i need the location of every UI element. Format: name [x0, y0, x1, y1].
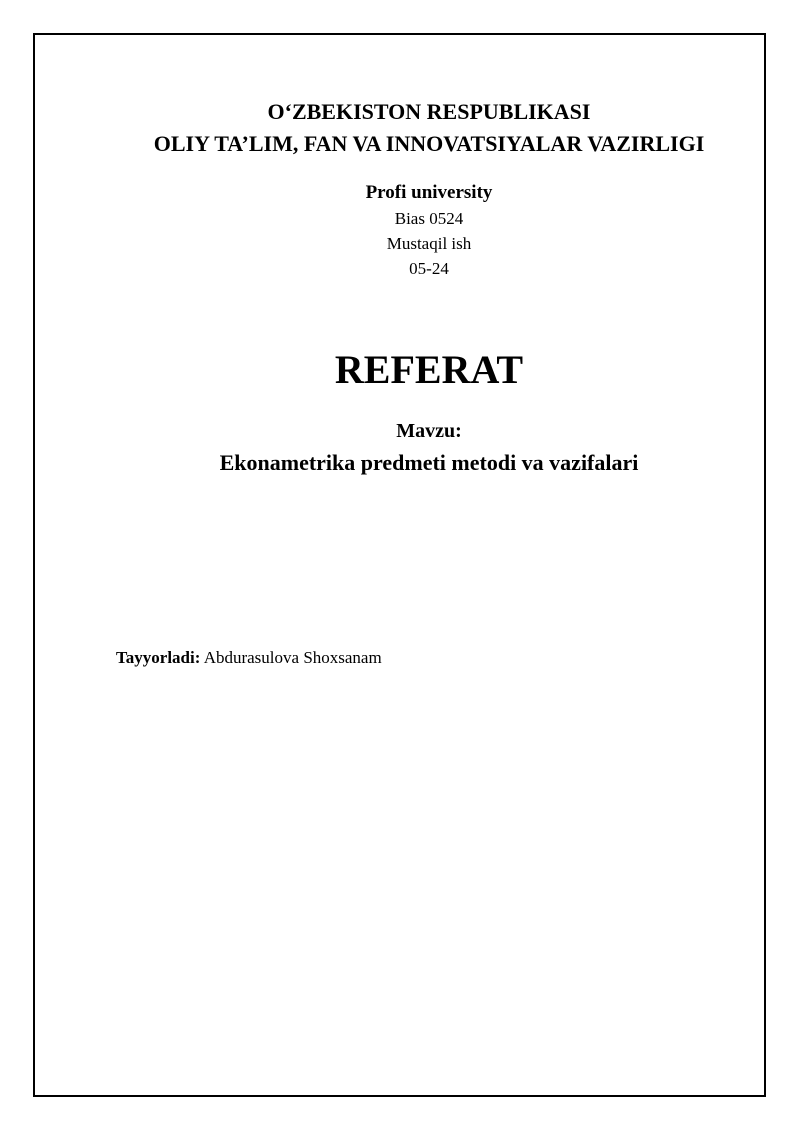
- ministry-heading: OLIY TA’LIM, FAN VA INNOVATSIYALAR VAZIRLIGI: [153, 131, 705, 156]
- group-code: 05-24: [409, 259, 449, 278]
- author-label: Tayyorladi:: [116, 648, 201, 667]
- work-type: Mustaqil ish: [386, 234, 472, 253]
- document-title: REFERAT: [334, 347, 524, 392]
- country-heading: O‘ZBEKISTON RESPUBLIKASI: [267, 99, 591, 124]
- institution-name: Profi university: [365, 182, 493, 203]
- topic-title: Ekonametrika predmeti metodi va vazifalari: [219, 450, 639, 475]
- author-name: Abdurasulova Shoxsanam: [203, 648, 382, 667]
- group-name: Bias 0524: [394, 209, 464, 228]
- topic-label: Mavzu:: [396, 420, 462, 442]
- author-row: [116, 648, 382, 668]
